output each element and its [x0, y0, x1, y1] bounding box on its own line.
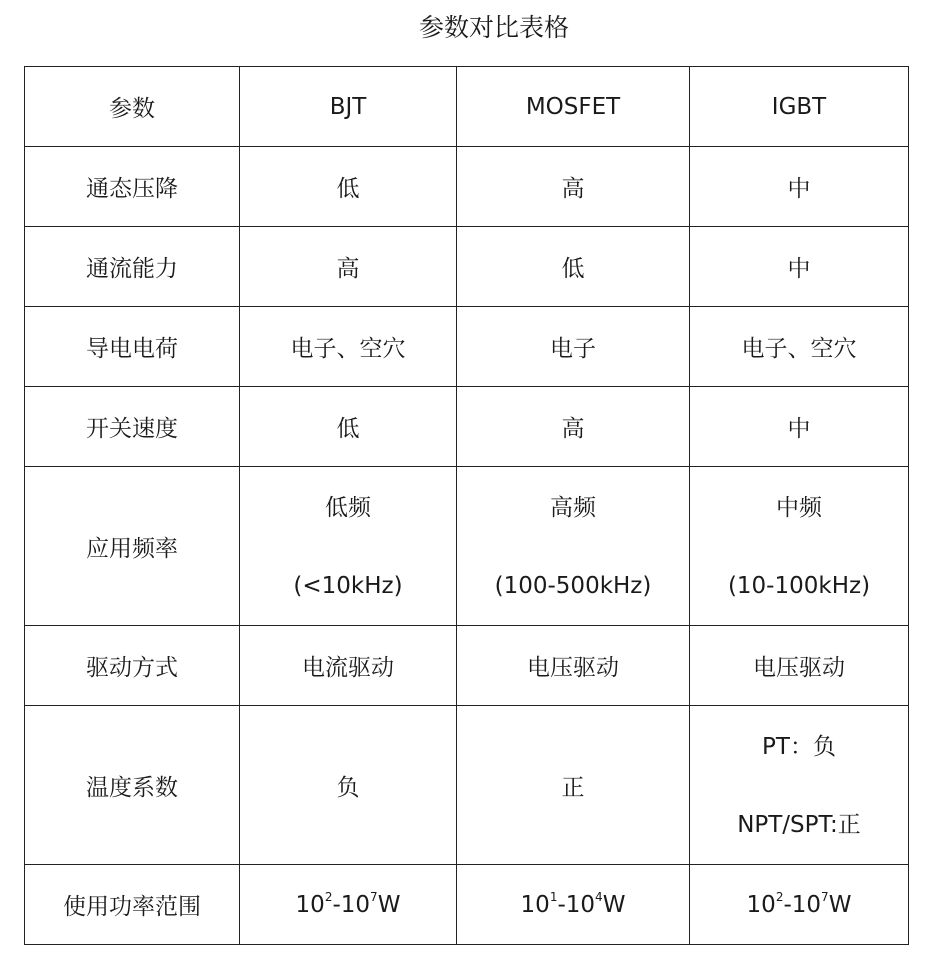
table-row: [25, 706, 909, 865]
value-cell: 电压驱动: [457, 626, 690, 706]
header-cell: BJT: [240, 67, 457, 147]
table-row: [25, 147, 909, 227]
value-cell: 负: [240, 706, 457, 865]
param-cell: 使用功率范围: [25, 865, 240, 945]
value-line: NPT/SPT:正: [737, 812, 861, 838]
table-row: [25, 307, 909, 387]
value-cell: 电子: [457, 307, 690, 387]
value-line: 高频: [550, 495, 596, 521]
table-row: [25, 467, 909, 626]
value-cell: 低: [240, 387, 457, 467]
value-cell: 中: [690, 387, 909, 467]
value-line: (10-100kHz): [727, 573, 871, 599]
comparison-table: [24, 66, 909, 945]
table-row: [25, 626, 909, 706]
header-cell: IGBT: [690, 67, 909, 147]
param-cell: 温度系数: [25, 706, 240, 865]
value-cell: [690, 706, 909, 865]
value-cell: 电压驱动: [690, 626, 909, 706]
header-cell: 参数: [25, 67, 240, 147]
value-cell: 中: [690, 227, 909, 307]
value-cell: [690, 467, 909, 626]
value-line: PT：负: [762, 734, 836, 760]
value-cell: 高: [457, 387, 690, 467]
param-cell: 驱动方式: [25, 626, 240, 706]
value-cell: 电流驱动: [240, 626, 457, 706]
value-cell: $10^2-10^7W$: [690, 865, 909, 945]
value-cell: [240, 467, 457, 626]
value-cell: 中: [690, 147, 909, 227]
table-row: [25, 387, 909, 467]
value-cell: 电子、空穴: [690, 307, 909, 387]
param-cell: 开关速度: [25, 387, 240, 467]
value-cell: $10^1-10^4W$: [457, 865, 690, 945]
table-row: [25, 865, 909, 945]
header-cell: MOSFET: [457, 67, 690, 147]
param-cell: 通流能力: [25, 227, 240, 307]
value-cell: $10^2-10^7W$: [240, 865, 457, 945]
param-cell: 导电电荷: [25, 307, 240, 387]
table-title: 参数对比表格: [418, 13, 569, 42]
table-row: [25, 227, 909, 307]
value-line: 低频: [325, 495, 371, 521]
value-cell: 高: [457, 147, 690, 227]
value-line: (100-500kHz): [494, 573, 652, 599]
value-cell: 正: [457, 706, 690, 865]
param-cell: 通态压降: [25, 147, 240, 227]
value-cell: 低: [240, 147, 457, 227]
value-line: 中频: [776, 495, 822, 521]
value-cell: 高: [240, 227, 457, 307]
value-line: (<10kHz): [293, 573, 403, 599]
header-row: [25, 67, 909, 147]
value-cell: [457, 467, 690, 626]
value-cell: 低: [457, 227, 690, 307]
value-cell: 电子、空穴: [240, 307, 457, 387]
param-cell: 应用频率: [25, 467, 240, 626]
